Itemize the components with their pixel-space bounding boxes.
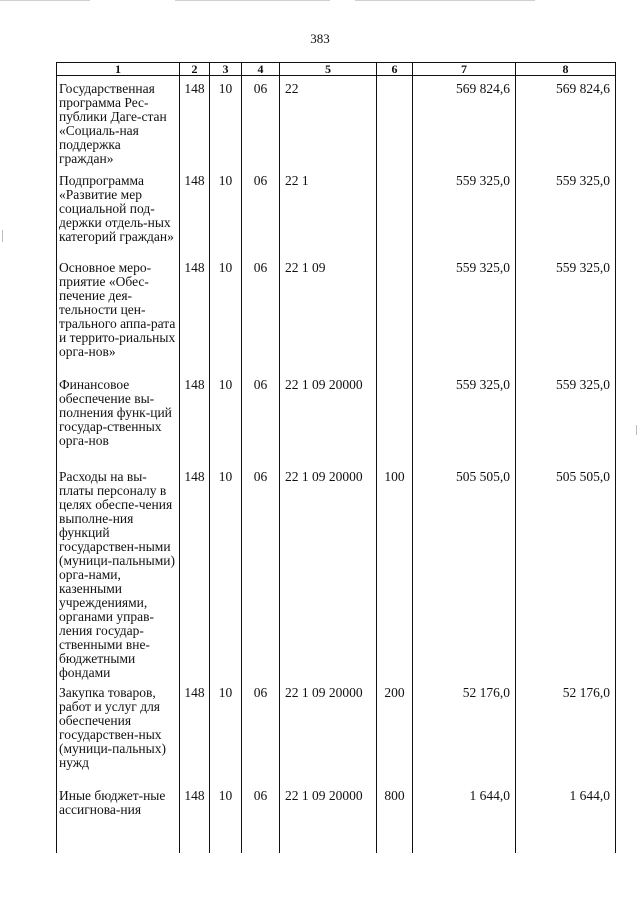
amount-col7: 505 505,0 — [413, 464, 516, 680]
table-row — [57, 76, 616, 169]
table-row — [57, 783, 616, 853]
amount-col8: 559 325,0 — [516, 168, 616, 255]
amount-col7: 559 325,0 — [413, 372, 516, 464]
amount-col7: 559 325,0 — [413, 168, 516, 255]
page-number: 383 — [310, 31, 330, 46]
budget-table — [56, 62, 616, 853]
expense-type-code: 100 — [377, 464, 413, 680]
amount-col7: 569 824,6 — [413, 76, 516, 169]
column-header: 5 — [280, 63, 377, 76]
ministry-code: 148 — [180, 76, 210, 169]
target-item-code: 22 1 09 20000 — [280, 464, 377, 680]
subsection-code: 06 — [242, 372, 280, 464]
subsection-code: 06 — [242, 255, 280, 372]
header-row — [57, 63, 616, 76]
amount-col8: 569 824,6 — [516, 76, 616, 169]
column-header: 2 — [180, 63, 210, 76]
column-header: 3 — [210, 63, 242, 76]
expense-type-code — [377, 255, 413, 372]
item-name: Государственная программа Рес-публики Даге-стан «Социаль-ная поддержка граждан» — [57, 76, 180, 169]
table-row — [57, 255, 616, 372]
target-item-code: 22 1 09 20000 — [280, 680, 377, 783]
amount-col7: 559 325,0 — [413, 255, 516, 372]
section-code: 10 — [210, 372, 242, 464]
section-code: 10 — [210, 464, 242, 680]
item-name: Основное меро-приятие «Обес-печение дея-тельности цен-трального аппа-рата и террито-риальных орга-нов» — [57, 255, 180, 372]
ministry-code: 148 — [180, 680, 210, 783]
expense-type-code: 200 — [377, 680, 413, 783]
ministry-code: 148 — [180, 168, 210, 255]
target-item-code: 22 1 09 20000 — [280, 783, 377, 853]
table-row — [57, 168, 616, 255]
item-name: Расходы на вы-платы персоналу в целях обеспе-чения выполне-ния функций государствен-ными (муници-пальными) орга-нами, казенными учреждениями, органами управ-ления государ-ственными вне-бюджетными фондами — [57, 464, 180, 680]
scan-margin-mark — [2, 230, 3, 242]
expense-type-code — [377, 76, 413, 169]
scan-edge-line — [0, 0, 90, 1]
column-header: 7 — [413, 63, 516, 76]
amount-col8: 1 644,0 — [516, 783, 616, 853]
amount-col8: 505 505,0 — [516, 464, 616, 680]
table-row — [57, 680, 616, 783]
scan-edge-line — [175, 0, 330, 1]
subsection-code: 06 — [242, 76, 280, 169]
target-item-code: 22 1 — [280, 168, 377, 255]
ministry-code: 148 — [180, 464, 210, 680]
target-item-code: 22 1 09 20000 — [280, 372, 377, 464]
expense-type-code: 800 — [377, 783, 413, 853]
expense-type-code — [377, 372, 413, 464]
section-code: 10 — [210, 783, 242, 853]
item-name: Подпрограмма «Развитие мер социальной под-держки отдель-ных категорий граждан» — [57, 168, 180, 255]
item-name: Финансовое обеспечение вы-полнения функ-ций государ-ственных орга-нов — [57, 372, 180, 464]
amount-col7: 1 644,0 — [413, 783, 516, 853]
section-code: 10 — [210, 255, 242, 372]
item-name: Иные бюджет-ные ассигнова-ния — [57, 783, 180, 853]
amount-col8: 559 325,0 — [516, 372, 616, 464]
target-item-code: 22 1 09 — [280, 255, 377, 372]
column-header: 4 — [242, 63, 280, 76]
subsection-code: 06 — [242, 464, 280, 680]
column-header: 6 — [377, 63, 413, 76]
ministry-code: 148 — [180, 255, 210, 372]
subsection-code: 06 — [242, 680, 280, 783]
amount-col7: 52 176,0 — [413, 680, 516, 783]
amount-col8: 559 325,0 — [516, 255, 616, 372]
scan-edge-line — [355, 0, 535, 1]
expense-type-code — [377, 168, 413, 255]
section-code: 10 — [210, 76, 242, 169]
column-header: 8 — [516, 63, 616, 76]
amount-col8: 52 176,0 — [516, 680, 616, 783]
subsection-code: 06 — [242, 783, 280, 853]
ministry-code: 148 — [180, 783, 210, 853]
subsection-code: 06 — [242, 168, 280, 255]
ministry-code: 148 — [180, 372, 210, 464]
scan-margin-mark — [636, 425, 637, 435]
table-row — [57, 372, 616, 464]
section-code: 10 — [210, 680, 242, 783]
section-code: 10 — [210, 168, 242, 255]
column-header: 1 — [57, 63, 180, 76]
target-item-code: 22 — [280, 76, 377, 169]
table-row — [57, 464, 616, 680]
item-name: Закупка товаров, работ и услуг для обеспечения государствен-ных (муници-пальных) нужд — [57, 680, 180, 783]
